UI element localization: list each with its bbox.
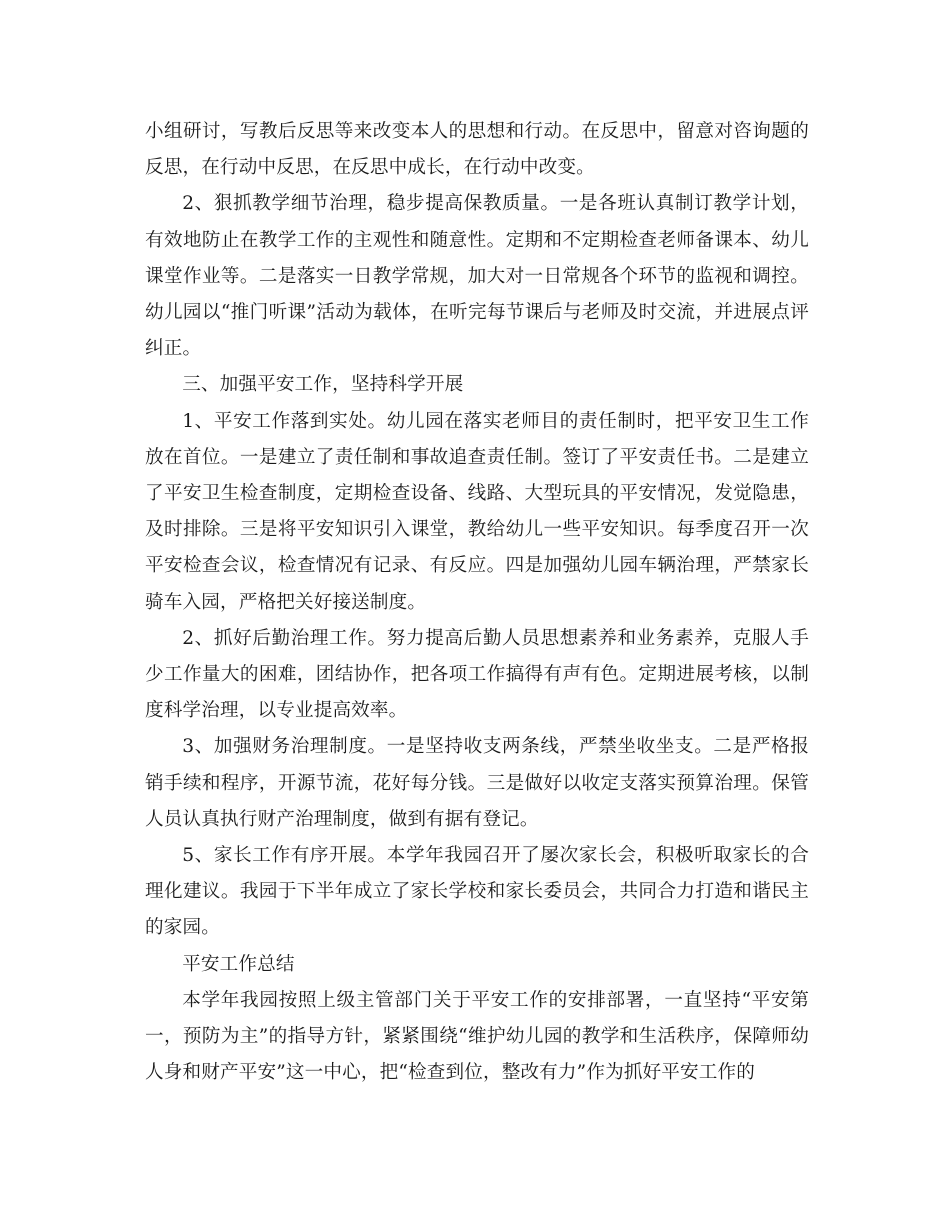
paragraph-teaching-management: 2、狠抓教学细节治理，稳步提高保教质量。一是各班认真制订教学计划，有效地防止在教学工作的主观性和随意性。定期和不定期检查老师备课本、幼儿课堂作业等。二是落实一日教学常规，加大对一日常规各个环节的监视和调控。幼儿园以“推门听课”活动为载体，在听完每节课后与老师及时交流，并进展点评纠正。 — [145, 193, 809, 360]
section-heading-safety: 三、加强平安工作，坚持科学开展 — [182, 374, 464, 396]
paragraph-reflection: 小组研讨，写教后反思等来改变本人的思想和行动。在反思中，留意对咨询题的反思，在行动中反思，在反思中成长，在行动中改变。 — [145, 121, 809, 179]
paragraph-logistics: 2、抓好后勤治理工作。努力提高后勤人员思想素养和业务素养，克服人手少工作量大的困难，团结协作，把各项工作搞得有声有色。定期进展考核，以制度科学治理，以专业提高效率。 — [145, 627, 809, 722]
section-heading-safety-summary: 平安工作总结 — [182, 953, 295, 975]
paragraph-safety-work: 1、平安工作落到实处。幼儿园在落实老师目的责任制时，把平安卫生工作放在首位。一是建立了责任制和事故追查责任制。签订了平安责任书。二是建立了平安卫生检查制度，定期检查设备、线路、大型玩具的平安情况，发觉隐患，及时排除。三是将平安知识引入课堂，教给幼儿一些平安知识。每季度召开一次平安检查会议，检查情况有记录、有反应。四是加强幼儿园车辆治理，严禁家长骑车入园，严格把关好接送制度。 — [145, 410, 809, 613]
paragraph-safety-summary: 本学年我园按照上级主管部门关于平安工作的安排部署，一直坚持“平安第一，预防为主”的指导方针，紧紧围绕“维护幼儿园的教学和生活秩序，保障师幼人身和财产平安”这一中心，把“检查到位，整改有力”作为抓好平安工作的 — [145, 989, 809, 1084]
paragraph-finance: 3、加强财务治理制度。一是坚持收支两条线，严禁坐收坐支。二是严格报销手续和程序，开源节流，花好每分钱。三是做好以收定支落实预算治理。保管人员认真执行财产治理制度，做到有据有登记。 — [145, 736, 809, 830]
paragraph-parents: 5、家长工作有序开展。本学年我园召开了屡次家长会，积极听取家长的合理化建议。我园于下半年成立了家长学校和家长委员会，共同合力打造和谐民主的家园。 — [145, 845, 809, 939]
document-body — [145, 114, 809, 1091]
